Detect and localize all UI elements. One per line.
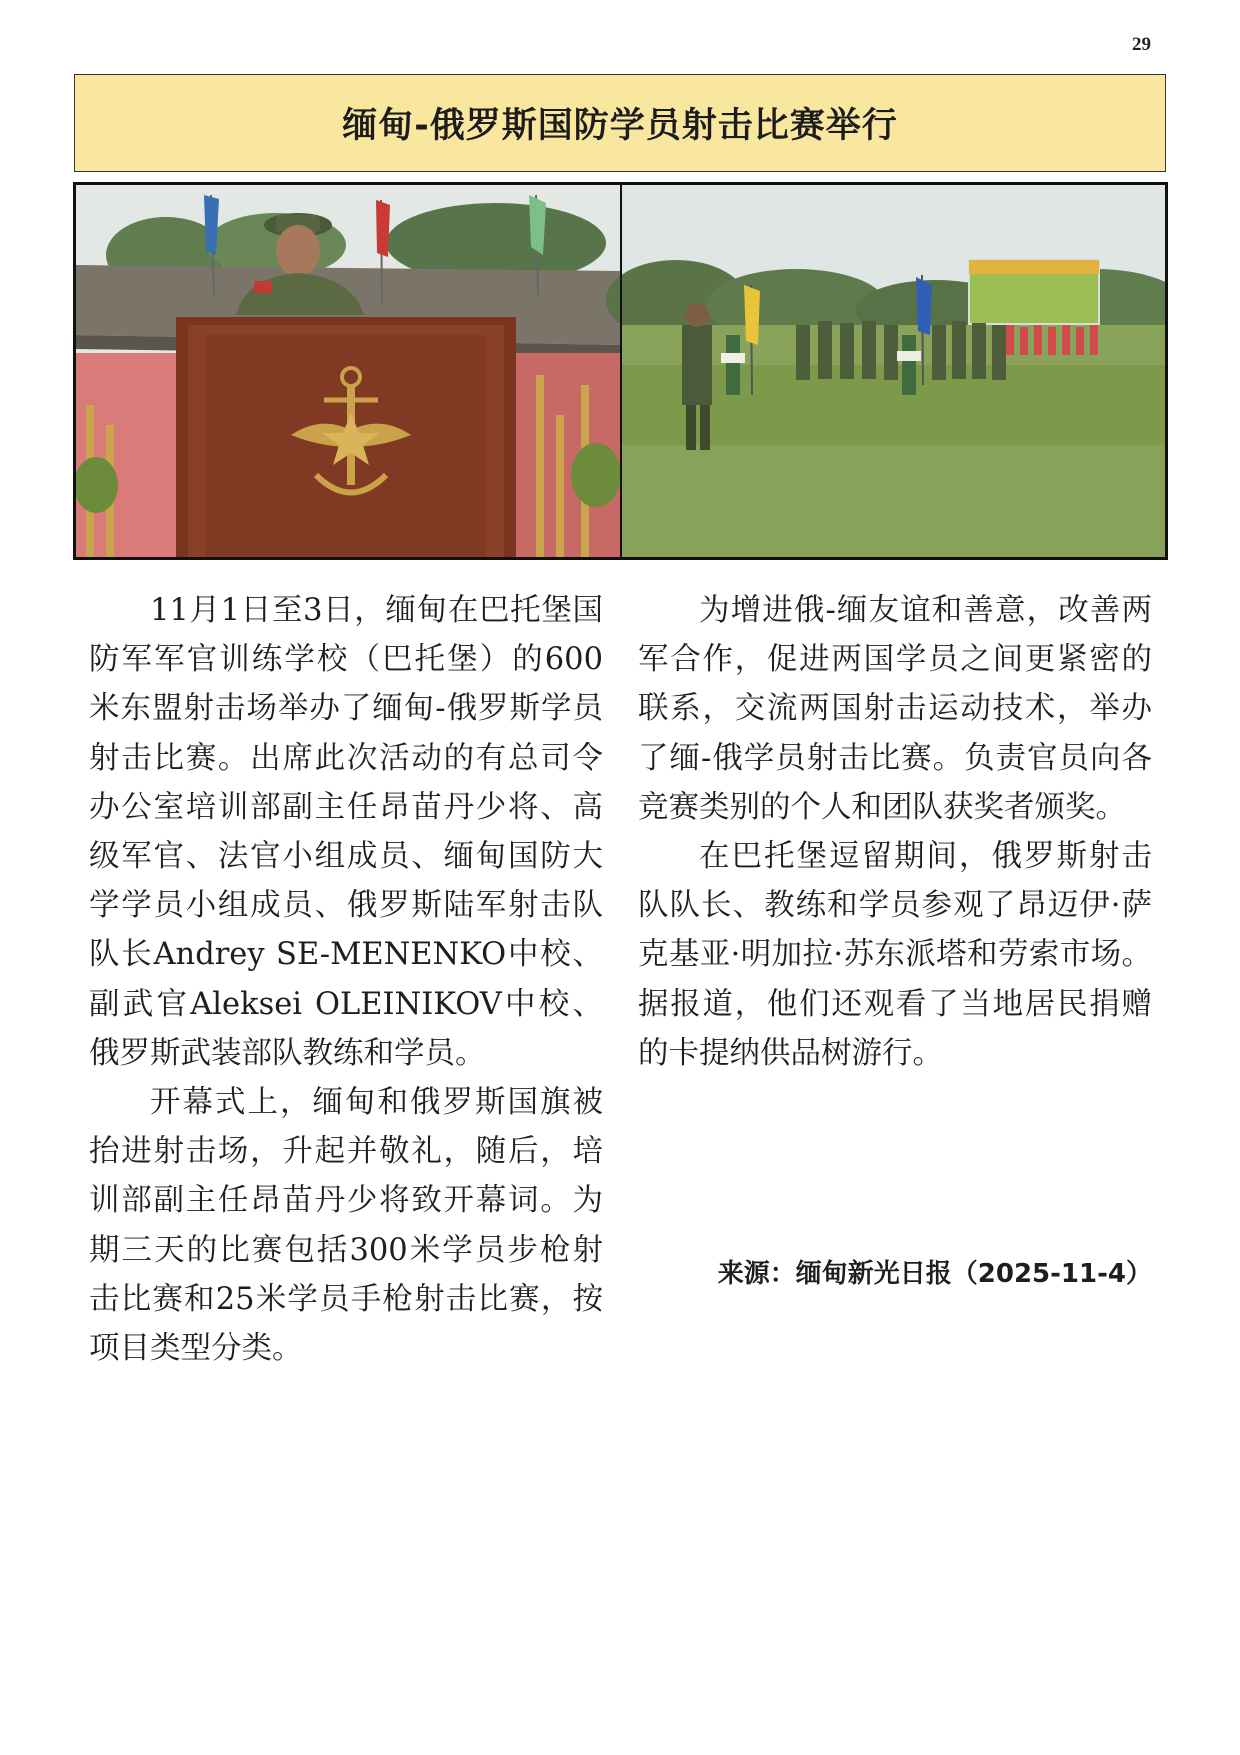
paragraph: 为增进俄-缅友谊和善意，改善两军合作，促进两国学员之间更紧密的联系，交流两国射击运动技术，举办了缅-俄学员射击比赛。负责官员向各竞赛类别的个人和团队获奖者颁奖。: [638, 593, 1152, 825]
photo-collage: [76, 185, 1165, 557]
right-column: [638, 586, 1152, 1078]
page-number: 29: [1132, 34, 1151, 55]
parade-of-cadets-photo: [606, 185, 1165, 557]
left-column: [89, 586, 603, 1373]
article-title: 缅甸-俄罗斯国防学员射击比赛举行: [342, 106, 898, 146]
title-banner: [74, 74, 1166, 172]
source-credit: 来源：缅甸新光日报（2025-11-4）: [717, 1259, 1152, 1289]
speaker-at-podium-photo: [76, 185, 621, 557]
paragraph: 在巴托堡逗留期间，俄罗斯射击队队长、教练和学员参观了昂迈伊·萨克基亚·明加拉·苏东派塔和劳索市场。据报道，他们还观看了当地居民捐赠的卡提纳供品树游行。: [638, 839, 1152, 1071]
photo-frame: [73, 182, 1168, 560]
paragraph: 11月1日至3日，缅甸在巴托堡国防军军官训练学校（巴托堡）的600米东盟射击场举办了缅甸-俄罗斯学员射击比赛。出席此次活动的有总司令办公室培训部副主任昂苗丹少将、高级军官、法官小组成员、缅甸国防大学学员小组成员、俄罗斯陆军射击队队长Andrey SE-MENENKO中校、副武官Aleksei OLEINIKOV中校、俄罗斯武装部队教练和学员。: [89, 593, 603, 1071]
paragraph: 开幕式上，缅甸和俄罗斯国旗被抬进射击场，升起并敬礼，随后，培训部副主任昂苗丹少将致开幕词。为期三天的比赛包括300米学员步枪射击比赛和25米学员手枪射击比赛，按项目类型分类。: [89, 1085, 603, 1367]
